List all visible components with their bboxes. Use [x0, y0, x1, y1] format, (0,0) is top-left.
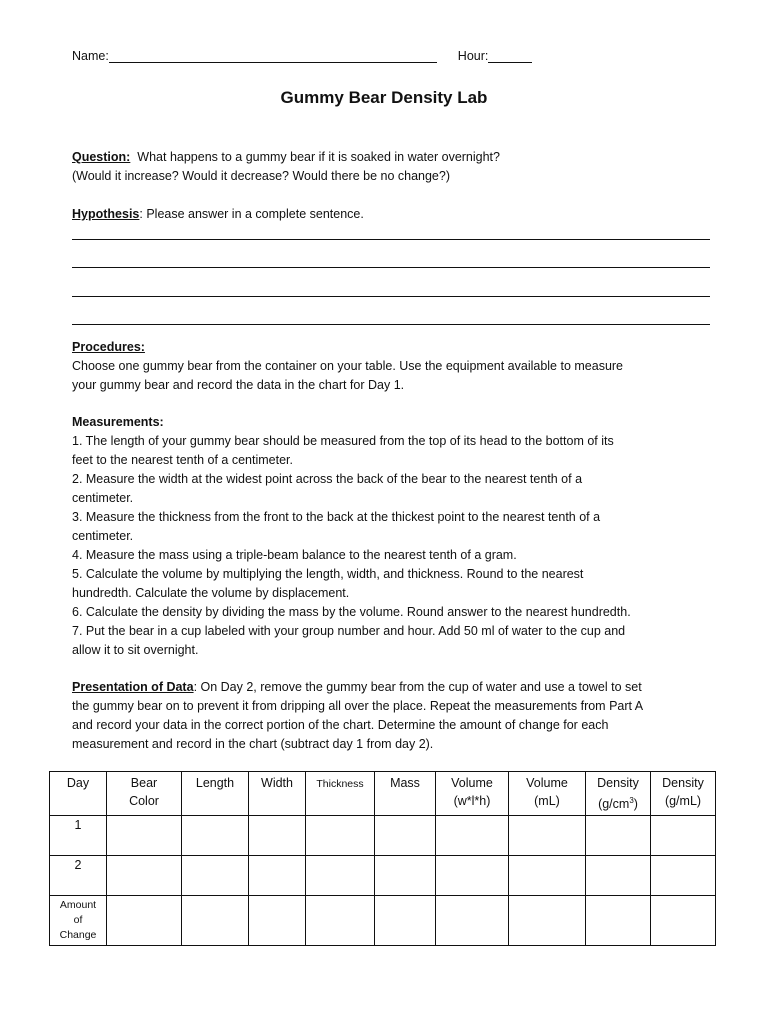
measurements-label: Measurements: [72, 415, 164, 429]
table-cell[interactable] [651, 816, 716, 856]
table-cell[interactable] [107, 896, 182, 946]
row-day-1: 1 [50, 816, 107, 856]
table-cell[interactable] [306, 856, 375, 896]
presentation-line: and record your data in the correct portion of the chart. Determine the amount of change for each [72, 718, 609, 732]
header-density-gcm3: Density $(g/cm^3)$ [586, 772, 651, 816]
hypothesis-section [72, 205, 718, 224]
table-header-row [50, 772, 716, 816]
measurements-section [72, 413, 718, 660]
procedures-line-2: your gummy bear and record the data in the chart for Day 1. [72, 378, 405, 392]
table-cell[interactable] [509, 856, 586, 896]
procedures-line-1: Choose one gummy bear from the container on your table. Use the equipment available to measure [72, 359, 624, 373]
header-day: Day [50, 772, 107, 816]
table-cell[interactable] [107, 816, 182, 856]
header-density-gml: Density (g/mL) [651, 772, 716, 816]
table-cell[interactable] [182, 896, 249, 946]
hypothesis-answer-line-4[interactable] [72, 324, 710, 325]
measurement-line: hundredth. Calculate the volume by displacement. [72, 586, 350, 600]
hypothesis-answer-line-2[interactable] [72, 267, 710, 268]
measurement-line: 1. The length of your gummy bear should be measured from the top of its head to the bottom of its [72, 434, 614, 448]
measurement-line: centimeter. [72, 491, 134, 505]
hypothesis-answer-line-1[interactable] [72, 239, 710, 240]
name-label: Name: [72, 49, 109, 63]
presentation-section [72, 678, 718, 754]
table-cell[interactable] [375, 896, 436, 946]
name-field[interactable] [109, 48, 437, 63]
hypothesis-answer-line-3[interactable] [72, 296, 710, 297]
hypothesis-label: Hypothesis [72, 207, 140, 221]
row-day-2: 2 [50, 856, 107, 896]
table-cell[interactable] [509, 816, 586, 856]
table-cell[interactable] [586, 816, 651, 856]
page-title: Gummy Bear Density Lab [280, 88, 488, 107]
data-table [49, 771, 716, 946]
header-volume-whl: Volume (w*l*h) [436, 772, 509, 816]
hypothesis-text: : Please answer in a complete sentence. [139, 207, 364, 221]
procedures-section [72, 338, 718, 395]
measurement-line: 5. Calculate the volume by multiplying the length, width, and thickness. Round to the nearest [72, 567, 584, 581]
table-cell[interactable] [249, 816, 306, 856]
header-width: Width [249, 772, 306, 816]
question-section [72, 148, 718, 186]
table-cell[interactable] [436, 896, 509, 946]
table-cell[interactable] [436, 856, 509, 896]
table-cell[interactable] [651, 856, 716, 896]
table-cell[interactable] [249, 896, 306, 946]
procedures-label: Procedures: [72, 340, 145, 354]
measurement-line: 2. Measure the width at the widest point across the back of the bear to the nearest tenth of a [72, 472, 583, 486]
presentation-line: the gummy bear on to prevent it from dripping all over the place. Repeat the measurements from Part A [72, 699, 644, 713]
table-cell[interactable] [107, 856, 182, 896]
table-cell[interactable] [651, 896, 716, 946]
table-cell[interactable] [306, 896, 375, 946]
header-thickness: Thickness [306, 772, 375, 816]
table-cell[interactable] [586, 856, 651, 896]
table-row [50, 896, 716, 946]
question-line-2: (Would it increase? Would it decrease? Would there be no change?) [72, 169, 451, 183]
measurement-line: allow it to sit overnight. [72, 643, 199, 657]
table-cell[interactable] [182, 856, 249, 896]
table-cell[interactable] [436, 816, 509, 856]
measurement-line: feet to the nearest tenth of a centimeter. [72, 453, 293, 467]
table-cell[interactable] [306, 816, 375, 856]
measurement-line: 6. Calculate the density by dividing the mass by the volume. Round answer to the nearest hundredth. [72, 605, 631, 619]
presentation-line: measurement and record in the chart (subtract day 1 from day 2). [72, 737, 434, 751]
question-label: Question: [72, 150, 131, 164]
table-cell[interactable] [509, 896, 586, 946]
table-cell[interactable] [182, 816, 249, 856]
measurement-line: 7. Put the bear in a cup labeled with your group number and hour. Add 50 ml of water to the cup and [72, 624, 626, 638]
table-row [50, 856, 716, 896]
header-bear-color: Bear Color [107, 772, 182, 816]
table-cell[interactable] [375, 816, 436, 856]
table-cell[interactable] [586, 896, 651, 946]
name-hour-row [72, 48, 532, 63]
header-length: Length [182, 772, 249, 816]
hour-label: Hour: [457, 49, 489, 63]
header-mass: Mass [375, 772, 436, 816]
row-amount-of-change: Amount of Change [50, 896, 107, 946]
measurement-line: 3. Measure the thickness from the front to the back at the thickest point to the nearest tenth of a [72, 510, 601, 524]
measurement-line: centimeter. [72, 529, 134, 543]
measurement-line: 4. Measure the mass using a triple-beam balance to the nearest tenth of a gram. [72, 548, 517, 562]
presentation-line: : On Day 2, remove the gummy bear from the cup of water and use a towel to set [193, 680, 642, 694]
header-volume-ml: Volume (mL) [509, 772, 586, 816]
question-line-1: What happens to a gummy bear if it is soaked in water overnight? [137, 150, 500, 164]
table-row [50, 816, 716, 856]
hour-field[interactable] [488, 48, 532, 63]
presentation-label: Presentation of Data [72, 680, 194, 694]
table-cell[interactable] [375, 856, 436, 896]
table-cell[interactable] [249, 856, 306, 896]
